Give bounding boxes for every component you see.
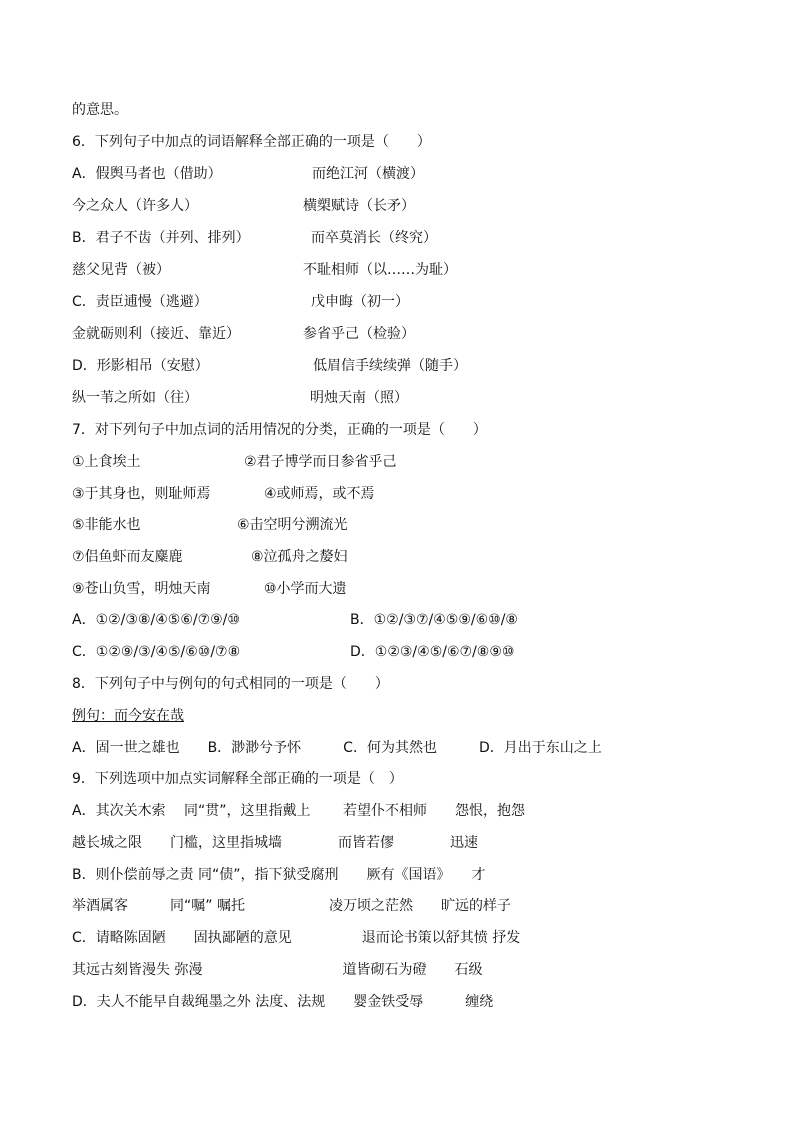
line-text: A．假舆马者也（借助） [72,166,222,182]
line-text: B．君子不齿（并列、排列） [72,230,250,246]
line-text-right: 戊申晦（初一） [311,294,409,310]
text-line [72,927,520,949]
line-text-right: D．①②③/④⑤/⑥⑦/⑧⑨⑩ [350,644,515,660]
line-text: D．形影相吊（安慰） [72,358,209,374]
text-line [72,991,493,1013]
line-text-right: 低眉信手续续弹（随手） [313,358,467,374]
line-text: ③于其身也，则耻师焉 [72,486,211,502]
text-line [72,259,457,281]
line-text: ⑨苍山负雪，明烛天南 [72,581,211,597]
line-text: 纵一苇之所如（往） [72,390,198,406]
line-text: 的意思。 [72,102,128,118]
text-line [72,800,525,822]
text-line [72,641,515,663]
text-line [72,578,347,600]
line-text: B．则仆偿前辱之责 同“债”，指下狱受腐刑 厥有《国语》 才 [72,867,486,883]
line-text: A．其次关木索 同“贯”，这里指戴上 若望仆不相师 怨恨，抱怨 [72,803,525,819]
text-line [72,227,437,249]
line-text-right: 明烛天南（照） [310,390,408,406]
line-text: 举酒属客 同“嘱” 嘱托 凌万顷之茫然 旷远的样子 [72,898,511,914]
line-text: 金就砺则利（接近、靠近） [72,326,240,342]
line-text-right: B．①②/③⑦/④⑤⑨/⑥⑩/⑧ [350,612,518,628]
line-text: A．固一世之雄也 B．渺渺兮予怀 C．何为其然也 D．月出于东山之上 [72,740,602,756]
text-line [72,864,486,886]
text-line [72,959,482,981]
line-text-right: ⑥击空明兮溯流光 [237,517,348,533]
text-line [72,768,403,790]
line-text: 慈父见背（被） [72,262,170,278]
line-text: 其远古刻皆漫失 弥漫 道皆砌石为磴 石级 [72,962,483,978]
line-text-right: ②君子博学而日参省乎己 [244,454,397,470]
line-text-right: 不耻相师（以……为耻） [303,262,457,278]
line-text: 越长城之限 门槛，这里指城墙 而皆若僇 迅速 [72,835,478,851]
text-line [72,832,478,854]
line-text-right: ④或师焉，或不焉 [264,486,375,502]
text-line [72,163,424,185]
line-text: A．①②/③⑧/④⑤⑥/⑦⑨/⑩ [72,612,240,628]
text-line [72,514,348,536]
text-line [72,737,602,759]
text-line [72,131,431,153]
text-line [72,419,487,441]
text-line [72,673,389,695]
line-text: ①上食埃土 [72,454,141,470]
line-text: ⑦侣鱼虾而友麋鹿 [72,549,183,565]
text-line [72,323,415,345]
line-text: ⑤非能水也 [72,517,141,533]
text-line [72,609,518,631]
text-line [72,291,409,313]
line-text: C．责臣逋慢（逃避） [72,294,208,310]
line-text: 6．下列句子中加点的词语解释全部正确的一项是（ ） [72,134,431,150]
line-text: D．夫人不能早自裁绳墨之外 法度、法规 婴金铁受辱 缠绕 [72,994,494,1010]
line-text: 8．下列句子中与例句的句式相同的一项是（ ） [72,676,389,692]
line-text-right: 而绝江河（横渡） [312,166,424,182]
line-text: C．请略陈固陋 固执鄙陋的意见 退而论书策以舒其愤 抒发 [72,930,521,946]
line-text: 今之众人（许多人） [72,198,198,214]
text-line [72,387,408,409]
text-line [72,451,397,473]
text-line [72,546,348,568]
text-line [72,483,375,505]
line-text-right: ⑧泣孤舟之嫠妇 [251,549,348,565]
text-line [72,195,415,217]
text-line [72,895,511,917]
text-line [72,99,128,121]
line-text: 9．下列选项中加点实词解释全部正确的一项是（ ） [72,771,403,787]
text-line [72,705,184,727]
line-text-right: 参省乎己（检验） [303,326,415,342]
line-text-right: ⑩小学而大遗 [264,581,347,597]
line-text-right: 横槊赋诗（长矛） [303,198,415,214]
line-text: C．①②⑨/③/④⑤/⑥⑩/⑦⑧ [72,644,241,660]
text-line [72,355,467,377]
line-text: 例句：而今安在哉 [72,708,184,724]
line-text-right: 而卒莫消长（终究） [311,230,437,246]
line-text: 7．对下列句子中加点词的活用情况的分类，正确的一项是（ ） [72,422,487,438]
